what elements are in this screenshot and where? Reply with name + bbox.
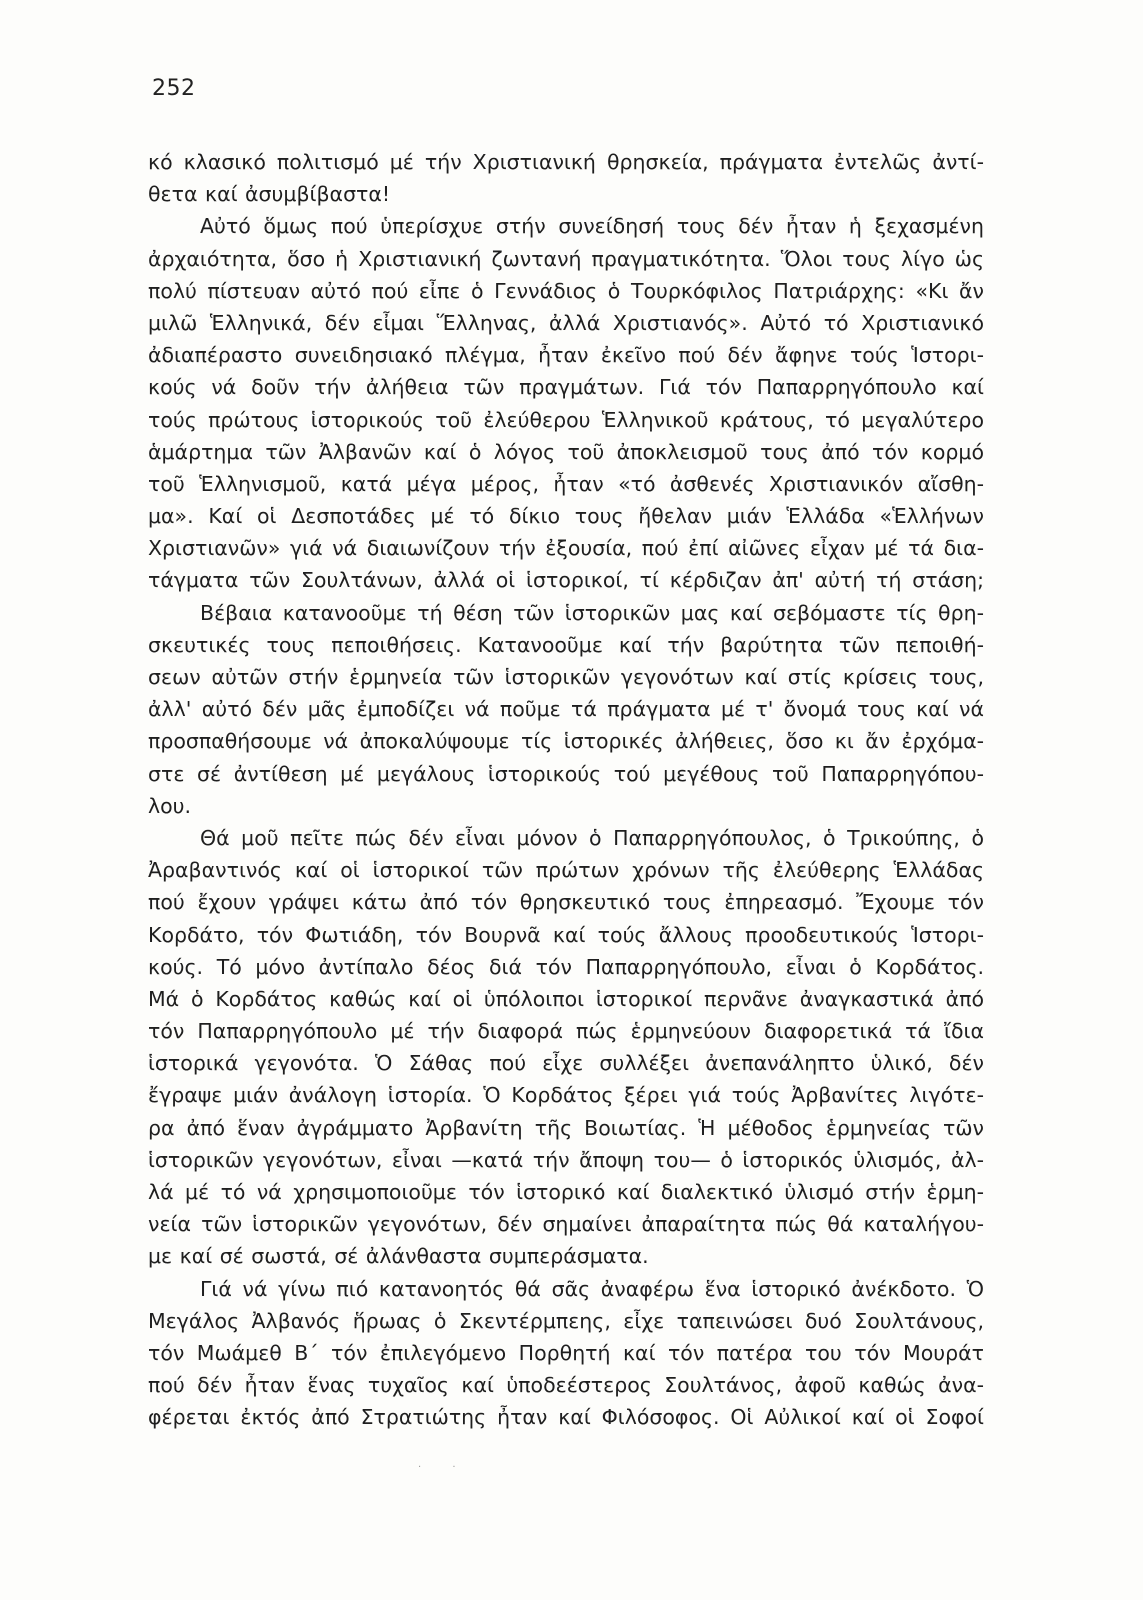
scan-speck-decoration: · · <box>418 1462 470 1473</box>
text-line: Μεγάλος Ἀλβανός ἥρωας ὁ Σκεντέρμπεης, εἶχε ταπεινώσει δυό Σουλτάνους, <box>148 1308 984 1333</box>
text-line: ἀλλ' αὐτό δέν μᾶς ἐμποδίζει νά ποῦμε τά πράγματα μέ τ' ὄνομά τους καί νά <box>148 697 984 722</box>
text-line: Μά ὁ Κορδάτος καθώς καί οἱ ὑπόλοιποι ἱστορικοί περνᾶνε ἀναγκαστικά ἀπό <box>148 986 984 1011</box>
text-line: ρα ἀπό ἕναν ἀγράμματο Ἀρβανίτη τῆς Βοιωτίας. Ἡ μέθοδος ἑρμηνείας τῶν <box>148 1115 984 1140</box>
text-line: τόν Παπαρρηγόπουλο μέ τήν διαφορά πώς ἑρμηνεύουν διαφορετικά τά ἴδια <box>148 1019 984 1044</box>
text-line: τοῦ Ἑλληνισμοῦ, κατά μέγα μέρος, ἦταν «τό ἀσθενές Χριστιανικόν αἴσθη- <box>148 471 984 496</box>
text-line: ἁμάρτημα τῶν Ἀλβανῶν καί ὁ λόγος τοῦ ἀποκλεισμοῦ τους ἀπό τόν κορμό <box>148 439 984 464</box>
text-line: ἱστορικά γεγονότα. Ὁ Σάθας πού εἶχε συλλέξει ἀνεπανάληπτο ὑλικό, δέν <box>148 1051 984 1076</box>
text-line: κούς νά δοῦν τήν ἀλήθεια τῶν πραγμάτων. Γιά τόν Παπαρρηγόπουλο καί <box>148 375 984 400</box>
body-text <box>148 146 984 1434</box>
text-line: Ἀραβαντινός καί οἱ ἱστορικοί τῶν πρώτων χρόνων τῆς ἐλεύθερης Ἑλλάδας <box>148 858 984 883</box>
text-line: τάγματα τῶν Σουλτάνων, ἀλλά οἱ ἱστορικοί, τί κέρδιζαν ἀπ' αὐτή τή στάση; <box>148 568 984 593</box>
text-line: στε σέ ἀντίθεση μέ μεγάλους ἱστορικούς τού μεγέθους τοῦ Παπαρρηγόπου- <box>148 761 984 786</box>
text-line: κό κλασικό πολιτισμό μέ τήν Χριστιανική θρησκεία, πράγματα ἐντελῶς ἀντί- <box>148 150 984 174</box>
text-line: πού ἔχουν γράψει κάτω ἀπό τόν θρησκευτικό τους ἐπηρεασμό. Ἔχουμε τόν <box>148 890 984 915</box>
text-line: θετα καί ἀσυμβίβαστα! <box>148 182 391 207</box>
text-line: ἔγραψε μιάν ἀνάλογη ἱστορία. Ὁ Κορδάτος ξέρει γιά τούς Ἀρβανίτες λιγότε- <box>148 1083 984 1108</box>
text-line: πού δέν ἦταν ἕνας τυχαῖος καί ὑποδεέστερος Σουλτάνος, ἀφοῦ καθώς ἀνα- <box>148 1373 984 1398</box>
text-line: λου. <box>148 793 192 818</box>
text-line: κούς. Τό μόνο ἀντίπαλο δέος διά τόν Παπαρρηγόπουλο, εἶναι ὁ Κορδάτος. <box>148 954 984 979</box>
text-line: με καί σέ σωστά, σέ ἀλάνθαστα συμπεράσματα. <box>148 1244 649 1269</box>
text-line: ἀδιαπέραστο συνειδησιακό πλέγμα, ἦταν ἐκεῖνο πού δέν ἄφηνε τούς Ἱστορι- <box>148 343 984 368</box>
text-line: σεων αὐτῶν στήν ἑρμηνεία τῶν ἱστορικῶν γεγονότων καί στίς κρίσεις τους, <box>148 665 984 689</box>
text-line: τούς πρώτους ἱστορικούς τοῦ ἐλεύθερου Ἑλληνικοῦ κράτους, τό μεγαλύτερο <box>148 407 984 432</box>
text-line: ἱστορικῶν γεγονότων, εἶναι —κατά τήν ἄποψη του— ὁ ἱστορικός ὑλισμός, ἀλ- <box>148 1147 984 1172</box>
text-line: πολύ πίστευαν αὐτό πού εἶπε ὁ Γεννάδιος ὁ Τουρκόφιλος Πατριάρχης: «Κι ἄν <box>148 278 984 303</box>
text-line: μιλῶ Ἑλληνικά, δέν εἶμαι Ἕλληνας, ἀλλά Χριστιανός». Αὐτό τό Χριστιανικό <box>148 310 984 335</box>
text-line: Βέβαια κατανοοῦμε τή θέση τῶν ἱστορικῶν μας καί σεβόμαστε τίς θρη- <box>200 600 984 625</box>
text-line: Αὐτό ὅμως πού ὑπερίσχυε στήν συνείδησή τους δέν ἦταν ἡ ξεχασμένη <box>200 214 984 239</box>
text-line: λά μέ τό νά χρησιμοποιοῦμε τόν ἱστορικό καί διαλεκτικό ὑλισμό στήν ἑρμη- <box>148 1180 984 1204</box>
text-line: τόν Μωάμεθ Β΄ τόν ἐπιλεγόμενο Πορθητή καί τόν πατέρα του τόν Μουράτ <box>148 1340 984 1365</box>
text-line: φέρεται ἐκτός ἀπό Στρατιώτης ἦταν καί Φιλόσοφος. Οἱ Αὐλικοί καί οἱ Σοφοί <box>148 1405 984 1430</box>
text-line: μα». Καί οἱ Δεσποτάδες μέ τό δίκιο τους ἤθελαν μιάν Ἑλλάδα «Ἑλλήνων <box>148 504 984 529</box>
text-line: Θά μοῦ πεῖτε πώς δέν εἶναι μόνον ὁ Παπαρρηγόπουλος, ὁ Τρικούπης, ὁ <box>200 825 984 850</box>
text-line: προσπαθήσουμε νά ἀποκαλύψουμε τίς ἱστορικές ἀλήθειες, ὅσο κι ἄν ἐρχόμα- <box>148 729 984 754</box>
text-line: Χριστιανῶν» γιά νά διαιωνίζουν τήν ἐξουσία, πού ἐπί αἰῶνες εἶχαν μέ τά δια- <box>148 536 984 561</box>
text-line: σκευτικές τους πεποιθήσεις. Κατανοοῦμε καί τήν βαρύτητα τῶν πεποιθή- <box>148 632 984 657</box>
text-line: Κορδάτο, τόν Φωτιάδη, τόν Βουρνᾶ καί τούς ἄλλους προοδευτικούς Ἱστορι- <box>148 922 984 947</box>
text-line: Γιά νά γίνω πιό κατανοητός θά σᾶς ἀναφέρω ἕνα ἱστορικό ἀνέκδοτο. Ὁ <box>200 1276 984 1301</box>
page-number: 252 <box>152 76 196 101</box>
text-line: ἀρχαιότητα, ὅσο ἡ Χριστιανική ζωντανή πραγματικότητα. Ὅλοι τους λίγο ὡς <box>148 246 984 271</box>
text-line: νεία τῶν ἱστορικῶν γεγονότων, δέν σημαίνει ἀπαραίτητα πώς θά καταλήγου- <box>148 1212 984 1237</box>
